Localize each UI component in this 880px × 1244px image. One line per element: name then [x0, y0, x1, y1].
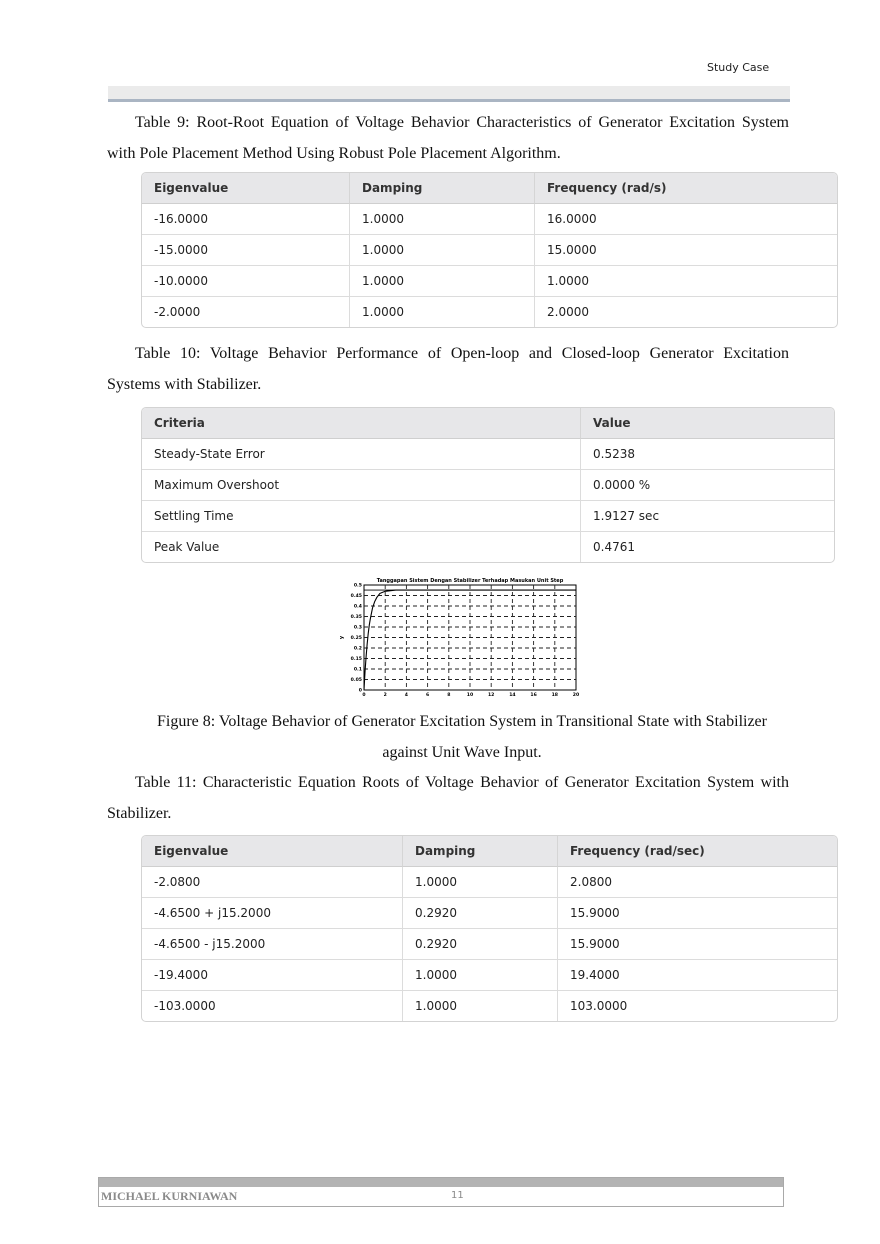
- y-tick-label: 0.15: [350, 657, 362, 663]
- table-row: [142, 439, 834, 470]
- table-cell: -15.0000: [142, 235, 350, 266]
- table-cell: 0.4761: [593, 540, 635, 554]
- table-cell: 0.2920: [403, 929, 558, 960]
- table-header-row: [142, 408, 834, 439]
- table11: [141, 835, 838, 1022]
- table-cell: -19.4000: [142, 960, 403, 991]
- table10-caption: Table 10: Voltage Behavior Performance of Open-loop and Closed-loop Generator Excitation Systems with Stabilizer.: [107, 345, 789, 393]
- table-row: [142, 960, 837, 991]
- table-cell: Steady-State Error: [142, 439, 581, 470]
- figure8-caption: Figure 8: Voltage Behavior of Generator Excitation System in Transitional State with Stabilizer against Unit Wave Input.: [157, 713, 767, 761]
- table-header-row: [142, 173, 837, 204]
- table-cell: -10.0000: [142, 266, 350, 297]
- column-header: Value: [581, 408, 834, 439]
- table-cell: 19.4000: [558, 960, 837, 991]
- table-row: [142, 929, 837, 960]
- table-row: [142, 501, 834, 532]
- table-row: [142, 470, 834, 501]
- y-tick-label: 0.2: [353, 646, 362, 652]
- table-cell: 1.9127 sec: [581, 501, 834, 532]
- table-row: [142, 532, 834, 562]
- x-tick-label: 6: [425, 693, 430, 698]
- y-tick-label: 0: [358, 688, 362, 694]
- table-row: [142, 867, 837, 898]
- table-cell: -4.6500 - j15.2000: [142, 929, 403, 960]
- table-cell: 1.0000: [350, 235, 535, 266]
- x-tick-label: 10: [466, 693, 474, 698]
- table11-caption: Table 11: Characteristic Equation Roots of Voltage Behavior of Generator Excitation System with Stabilizer.: [107, 774, 789, 822]
- page-number: 11: [451, 1190, 464, 1201]
- y-tick-label: 0.5: [353, 583, 362, 589]
- column-header: Damping: [403, 836, 558, 867]
- table9: [141, 172, 838, 328]
- footer-band: [99, 1178, 783, 1187]
- step-response-chart: [338, 574, 580, 698]
- column-header: Criteria: [142, 408, 581, 439]
- table-cell: 0.0000 %: [581, 470, 834, 501]
- y-tick-label: 0.35: [350, 615, 362, 621]
- column-header: Damping: [350, 173, 535, 204]
- column-header: Eigenvalue: [142, 836, 403, 867]
- table-cell: 103.0000: [570, 999, 628, 1013]
- y-tick-label: 0.3: [353, 625, 362, 631]
- y-axis-label: y: [339, 635, 345, 640]
- y-tick-label: 0.05: [350, 678, 362, 684]
- running-header: Study Case: [707, 61, 770, 74]
- table-cell: Peak Value: [142, 532, 581, 562]
- table-cell: -103.0000: [142, 991, 403, 1021]
- table-cell: 1.0000: [535, 266, 837, 297]
- table-cell: -2.0800: [142, 867, 403, 898]
- x-tick-label: 0: [362, 693, 366, 698]
- page-footer: [98, 1177, 784, 1207]
- table-cell: Maximum Overshoot: [142, 470, 581, 501]
- table-cell: 2.0000: [547, 305, 589, 319]
- table-row: [142, 266, 837, 297]
- y-tick-label: 0.1: [353, 667, 362, 673]
- x-tick-label: 8: [447, 693, 451, 698]
- table-cell: 1.0000: [350, 204, 535, 235]
- x-tick-label: 2: [383, 693, 387, 698]
- table-cell: 16.0000: [535, 204, 837, 235]
- table-cell: 1.0000: [403, 867, 558, 898]
- table10: [141, 407, 835, 563]
- table-cell: 0.2920: [403, 898, 558, 929]
- table-cell: 0.5238: [581, 439, 834, 470]
- table-cell: 1.0000: [403, 960, 558, 991]
- column-header: Frequency (rad/s): [535, 173, 837, 204]
- table-cell: 1.0000: [350, 266, 535, 297]
- y-tick-label: 0.4: [353, 604, 362, 610]
- table-cell: 1.0000: [350, 297, 535, 327]
- table-cell: -16.0000: [142, 204, 350, 235]
- y-tick-label: 0.25: [350, 636, 362, 642]
- column-header: Frequency (rad/sec): [558, 836, 837, 867]
- x-tick-label: 20: [572, 693, 580, 698]
- table9-caption: Table 9: Root-Root Equation of Voltage Behavior Characteristics of Generator Excitation System with Pole Placement Method Using Robust Pole Placement Algorithm.: [107, 114, 789, 162]
- x-tick-label: 16: [530, 693, 537, 698]
- table-cell: Settling Time: [142, 501, 581, 532]
- footer-author: MICHAEL KURNIAWAN: [101, 1189, 238, 1203]
- y-tick-label: 0.45: [350, 594, 362, 600]
- table-row: [142, 204, 837, 235]
- table-cell: 15.9000: [558, 929, 837, 960]
- chart-title: Tanggapan Sistem Dengan Stabilizer Terhadap Masukan Unit Step: [376, 578, 564, 584]
- x-tick-label: 4: [404, 693, 409, 698]
- table-row: [142, 898, 837, 929]
- table-cell: 15.9000: [558, 898, 837, 929]
- table-cell: 2.0800: [558, 867, 837, 898]
- table-row: [142, 991, 837, 1021]
- table-cell: -2.0000: [142, 297, 350, 327]
- table-cell: 15.0000: [535, 235, 837, 266]
- table-row: [142, 297, 837, 327]
- table-row: [142, 235, 837, 266]
- x-tick-label: 12: [487, 693, 495, 698]
- table-header-row: [142, 836, 837, 867]
- table-cell: -4.6500 + j15.2000: [142, 898, 403, 929]
- table-cell: 1.0000: [403, 991, 558, 1021]
- x-tick-label: 14: [509, 693, 516, 698]
- column-header: Eigenvalue: [142, 173, 350, 204]
- header-rule: [108, 86, 790, 102]
- x-tick-label: 18: [551, 693, 559, 698]
